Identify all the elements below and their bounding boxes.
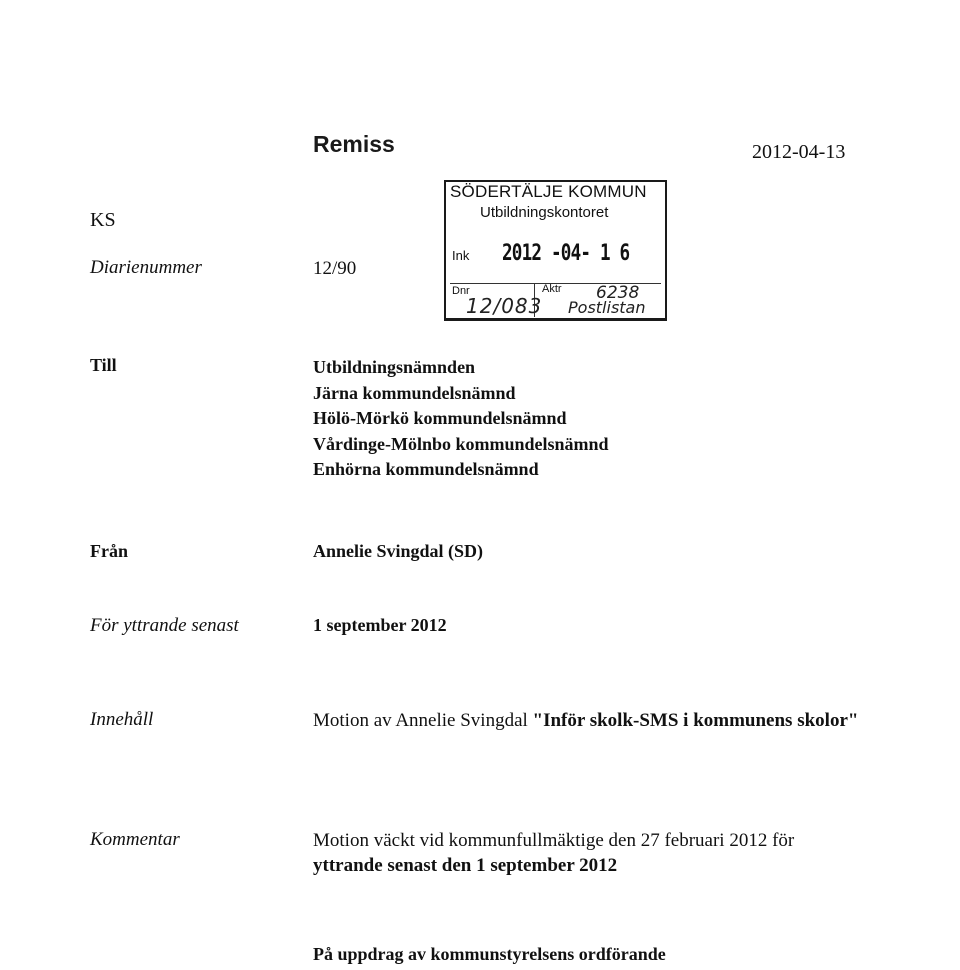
stamp-dnr-label: Dnr — [452, 285, 470, 297]
stamp-aktr-handwritten: 6238 — [596, 283, 640, 303]
recipient-item: Enhörna kommundelsnämnd — [313, 459, 539, 479]
footer-text: På uppdrag av kommunstyrelsens ordförande — [313, 944, 666, 964]
yttrande-value: 1 september 2012 — [313, 615, 447, 635]
stamp-department: Utbildningskontoret — [480, 204, 609, 221]
innehall-text — [313, 708, 873, 733]
stamp-aktr-label: Aktr — [542, 283, 562, 295]
motion-title: "Inför skolk-SMS i kommunens skolor" — [532, 710, 859, 731]
recipient-list — [313, 355, 609, 483]
yttrande-label: För yttrande senast — [90, 615, 239, 636]
stamp-organization: SÖDERTÄLJE KOMMUN — [450, 182, 647, 201]
till-label: Till — [90, 355, 117, 375]
stamp-dnr-handwritten: 12/083 — [466, 294, 543, 318]
recipient-item: Utbildningsnämnden — [313, 357, 476, 377]
recipient-item: Hölö-Mörkö kommundelsnämnd — [313, 408, 567, 428]
diarienummer-value: 12/90 — [313, 258, 357, 279]
document-title: Remiss — [313, 131, 395, 157]
kommentar-line: Motion väckt vid kommunfullmäktige den 27 februari 2012 för — [313, 830, 795, 851]
kommentar-line: yttrande senast den 1 september 2012 — [313, 855, 618, 876]
innehall-label: Innehåll — [90, 709, 154, 730]
stamp-note-handwritten: Postlistan — [568, 298, 646, 317]
recipient-item: Järna kommundelsnämnd — [313, 382, 516, 403]
stamp-ink-date: 2012 -04- 1 6 — [502, 241, 630, 266]
document-date: 2012-04-13 — [752, 141, 846, 163]
ks-label: KS — [90, 209, 116, 231]
fran-label: Från — [90, 541, 128, 561]
innehall-prefix: Motion av Annelie Svingdal — [313, 710, 533, 731]
kommentar-label: Kommentar — [90, 829, 180, 850]
diarienummer-label: Diarienummer — [90, 257, 202, 278]
recipient-item: Vårdinge-Mölnbo kommundelsnämnd — [313, 433, 609, 454]
kommentar-text — [313, 828, 913, 878]
fran-value: Annelie Svingdal (SD) — [313, 541, 484, 561]
stamp-ink-label: Ink — [452, 248, 470, 263]
received-stamp — [444, 180, 667, 321]
